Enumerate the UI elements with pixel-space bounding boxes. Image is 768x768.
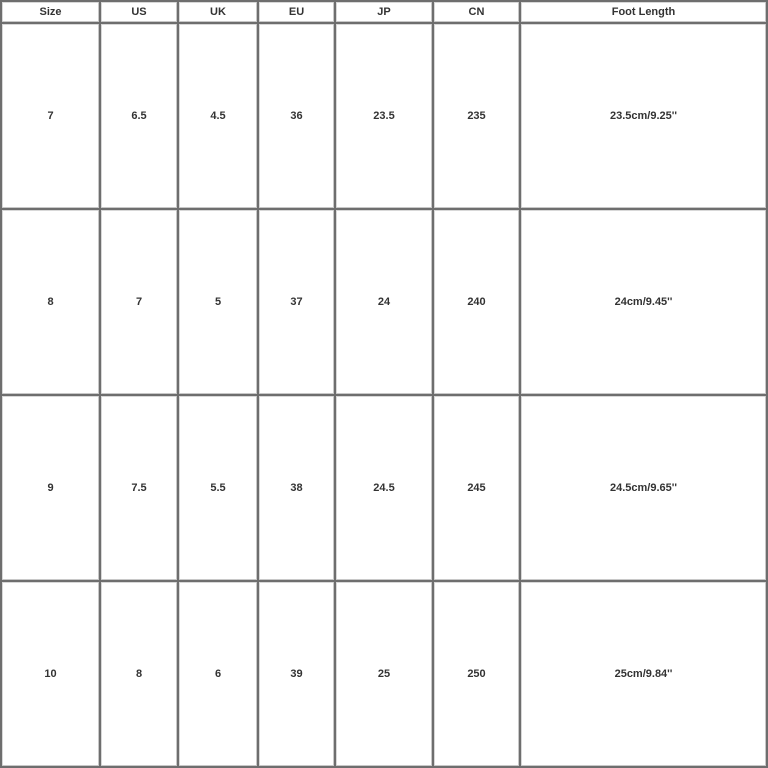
cell-cn: 240 xyxy=(434,210,521,396)
header-foot-length: Foot Length xyxy=(521,2,768,24)
cell-uk: 6 xyxy=(179,582,259,768)
table-header xyxy=(2,2,768,24)
cell-jp: 24.5 xyxy=(336,396,434,582)
header-size: Size xyxy=(2,2,101,24)
cell-eu: 36 xyxy=(259,24,336,210)
cell-cn: 250 xyxy=(434,582,521,768)
header-us: US xyxy=(101,2,179,24)
cell-uk: 5 xyxy=(179,210,259,396)
header-row xyxy=(2,2,768,24)
cell-jp: 25 xyxy=(336,582,434,768)
cell-jp: 24 xyxy=(336,210,434,396)
cell-cn: 245 xyxy=(434,396,521,582)
cell-uk: 5.5 xyxy=(179,396,259,582)
table-body xyxy=(2,24,768,768)
cell-cn: 235 xyxy=(434,24,521,210)
cell-us: 6.5 xyxy=(101,24,179,210)
cell-uk: 4.5 xyxy=(179,24,259,210)
cell-us: 7 xyxy=(101,210,179,396)
table-row xyxy=(2,24,768,210)
header-eu: EU xyxy=(259,2,336,24)
cell-size: 10 xyxy=(2,582,101,768)
cell-foot-length: 25cm/9.84'' xyxy=(521,582,768,768)
cell-size: 9 xyxy=(2,396,101,582)
cell-foot-length: 24.5cm/9.65'' xyxy=(521,396,768,582)
table-row xyxy=(2,582,768,768)
header-jp: JP xyxy=(336,2,434,24)
cell-eu: 39 xyxy=(259,582,336,768)
cell-eu: 37 xyxy=(259,210,336,396)
table-row xyxy=(2,396,768,582)
cell-jp: 23.5 xyxy=(336,24,434,210)
header-cn: CN xyxy=(434,2,521,24)
cell-foot-length: 23.5cm/9.25'' xyxy=(521,24,768,210)
cell-foot-length: 24cm/9.45'' xyxy=(521,210,768,396)
cell-size: 8 xyxy=(2,210,101,396)
cell-eu: 38 xyxy=(259,396,336,582)
table-row xyxy=(2,210,768,396)
cell-us: 7.5 xyxy=(101,396,179,582)
header-uk: UK xyxy=(179,2,259,24)
cell-size: 7 xyxy=(2,24,101,210)
cell-us: 8 xyxy=(101,582,179,768)
